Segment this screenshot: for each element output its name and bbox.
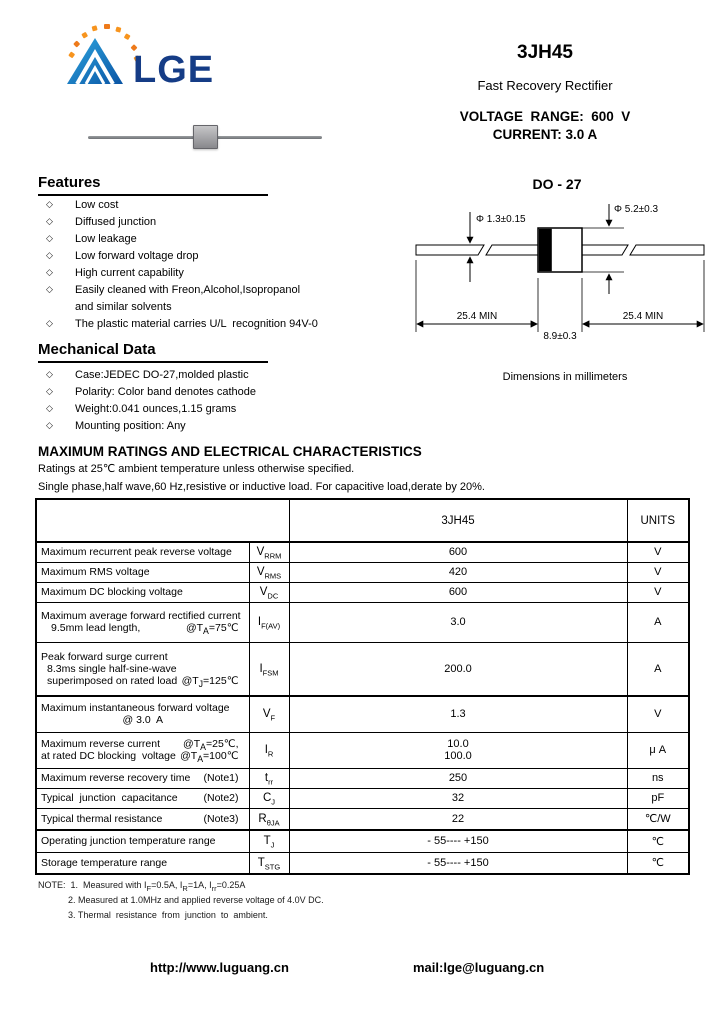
table-corner-cell bbox=[36, 499, 289, 542]
units-column-header: UNITS bbox=[627, 499, 689, 542]
mail-link[interactable]: mail:lge@luguang.cn bbox=[413, 960, 545, 975]
lead-diameter-label: Φ 1.3±0.15 bbox=[476, 214, 526, 225]
dimensions-caption: Dimensions in millimeters bbox=[502, 371, 628, 383]
table-row-vf: Maximum instantaneous forward voltage @ 3.0 A $V_F$ 1.3 V bbox=[36, 696, 689, 732]
ratings-subtitle-1: Ratings at 25℃ ambient temperature unless otherwise specified. bbox=[38, 463, 355, 475]
body-diameter-label: Φ 5.2±0.3 bbox=[614, 204, 659, 215]
right-lead-length-label: 25.4 MIN bbox=[622, 311, 664, 322]
table-row-tj: Operating junction temperature range $T_J$ - 55---- +150 ℃ bbox=[36, 830, 689, 852]
list-item: ◇ Diffused junction bbox=[38, 213, 398, 230]
diamond-bullet-icon: ◇ bbox=[46, 250, 53, 260]
diamond-bullet-icon: ◇ bbox=[46, 318, 53, 328]
list-item: ◇ Low leakage bbox=[38, 230, 398, 247]
diode-photo-body bbox=[193, 125, 218, 149]
diamond-bullet-icon: ◇ bbox=[46, 420, 53, 430]
list-item: ◇ High current capability bbox=[38, 264, 398, 281]
diode-photo bbox=[85, 120, 325, 156]
diamond-bullet-icon: ◇ bbox=[46, 233, 53, 243]
current-rating: CURRENT: 3.0 A bbox=[492, 127, 598, 142]
diamond-bullet-icon: ◇ bbox=[46, 284, 53, 294]
features-title: Features bbox=[38, 174, 268, 196]
diamond-bullet-icon: ◇ bbox=[46, 386, 53, 396]
table-row-vrrm: Maximum recurrent peak reverse voltage $V_{RRM}$ 600 V bbox=[36, 542, 689, 562]
table-row-rthja: Typical thermal resistance (Note3) $R_{\theta JA}$ 22 ℃/W bbox=[36, 808, 689, 830]
table-row-vdc: Maximum DC blocking voltage $V_{DC}$ 600 V bbox=[36, 582, 689, 602]
table-row-ifav: Maximum average forward rectified current 9.5mm lead length, $@T_A=75℃$ $I_{F(AV)}$ 3.0 A bbox=[36, 602, 689, 642]
body-outline bbox=[538, 228, 582, 272]
website-link[interactable]: http://www.luguang.cn bbox=[150, 960, 289, 975]
ratings-title: MAXIMUM RATINGS AND ELECTRICAL CHARACTERISTICS bbox=[38, 444, 422, 459]
table-row-tstg: Storage temperature range $T_{STG}$ - 55---- +150 ℃ bbox=[36, 852, 689, 874]
package-outline-drawing bbox=[410, 198, 710, 348]
diamond-bullet-icon: ◇ bbox=[46, 199, 53, 209]
table-row-vrms: Maximum RMS voltage $V_{RMS}$ 420 V bbox=[36, 562, 689, 582]
note-2: 2. Measured at 1.0MHz and applied reverse voltage of 4.0V DC. bbox=[68, 895, 324, 905]
note-3: 3. Thermal resistance from junction to ambient. bbox=[68, 910, 268, 920]
ratings-subtitle-2: Single phase,half wave,60 Hz,resistive or inductive load. For capacitive load,derate by 20%. bbox=[38, 481, 485, 493]
mechanical-list bbox=[38, 366, 398, 434]
table-row-ifsm: Peak forward surge current 8.3ms single half-sine-wave superimposed on rated load $@T_J=125℃$ $I_{FSM}$ 200.0 A bbox=[36, 642, 689, 696]
body-length-label: 8.9±0.3 bbox=[543, 331, 577, 342]
list-item: ◇ Easily cleaned with Freon,Alcohol,Isopropanol bbox=[38, 281, 398, 298]
features-list bbox=[38, 196, 398, 332]
mechanical-title: Mechanical Data bbox=[38, 341, 268, 363]
diamond-bullet-icon: ◇ bbox=[46, 403, 53, 413]
list-item: ◇ Low cost bbox=[38, 196, 398, 213]
diamond-bullet-icon: ◇ bbox=[46, 216, 53, 226]
note-1: NOTE: 1. Measured with $I_F=0.5A$, $I_R=1A$, $I_{rr}=0.25A$ bbox=[38, 880, 246, 893]
ratings-table bbox=[35, 498, 690, 875]
list-item: ◇ Case:JEDEC DO-27,molded plastic bbox=[38, 366, 398, 383]
list-item: ◇ Weight:0.041 ounces,1.15 grams bbox=[38, 400, 398, 417]
part-subtitle: Fast Recovery Rectifier bbox=[477, 78, 613, 93]
list-item-continuation: and similar solvents bbox=[75, 300, 172, 313]
diamond-bullet-icon: ◇ bbox=[46, 267, 53, 277]
list-item: ◇ Polarity: Color band denotes cathode bbox=[38, 383, 398, 400]
part-number: 3JH45 bbox=[517, 42, 573, 63]
list-item: ◇ The plastic material carries U/L recognition 94V-0 bbox=[38, 315, 398, 332]
table-row-cj: Typical junction capacitance (Note2) $C_J$ 32 pF bbox=[36, 788, 689, 808]
left-lead-length-label: 25.4 MIN bbox=[456, 311, 498, 322]
table-row-ir: Maximum reverse current $@T_A=25℃$, at rated DC blocking voltage $@T_A=100℃$ $I_R$ 10.0 100.0 μ A bbox=[36, 732, 689, 768]
diamond-bullet-icon: ◇ bbox=[46, 369, 53, 379]
title-block bbox=[415, 42, 675, 142]
list-item: ◇ Low forward voltage drop bbox=[38, 247, 398, 264]
table-row-trr: Maximum reverse recovery time (Note1) $t_{rr}$ 250 ns bbox=[36, 768, 689, 788]
list-item: ◇ Mounting position: Any bbox=[38, 417, 398, 434]
logo-text: LGE bbox=[133, 49, 215, 91]
voltage-range: VOLTAGE RANGE: 600 V bbox=[459, 109, 631, 124]
part-column-header: 3JH45 bbox=[289, 499, 627, 542]
table-header-row bbox=[36, 499, 689, 542]
package-name: DO - 27 bbox=[532, 176, 582, 192]
company-logo bbox=[55, 20, 240, 92]
